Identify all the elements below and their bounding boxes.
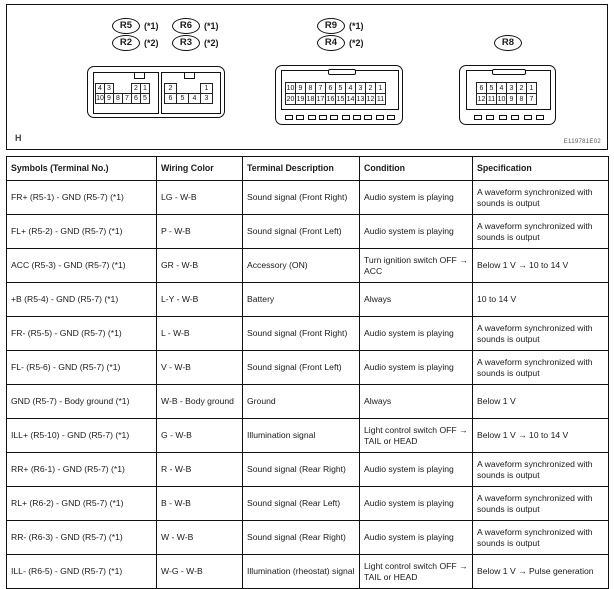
terminal-specification-table	[6, 156, 609, 589]
cell-symbols: +B (R5-4) - GND (R5-7) (*1)	[7, 283, 157, 317]
callout-row	[317, 34, 364, 51]
table-row	[7, 487, 609, 521]
footer-tab	[342, 115, 350, 120]
pin: 13	[355, 93, 366, 105]
footer-tab	[499, 115, 507, 120]
pin: 7	[122, 93, 132, 104]
pin: 4	[496, 82, 507, 94]
pin-row-bottom	[165, 94, 213, 104]
cell-condition: Always	[360, 385, 473, 419]
table-row	[7, 555, 609, 589]
footer-tab	[296, 115, 304, 120]
footer-tab	[511, 115, 519, 120]
cell-specification: A waveform synchronized with sounds is output	[473, 453, 609, 487]
cell-condition: Audio system is playing	[360, 181, 473, 215]
cell-symbols: FL- (R5-6) - GND (R5-7) (*1)	[7, 351, 157, 385]
callout-note: (*1)	[349, 20, 364, 31]
cell-specification: A waveform synchronized with sounds is output	[473, 215, 609, 249]
pin: 2	[516, 82, 527, 94]
connector-tab	[492, 69, 526, 75]
callout-note: (*1)	[204, 20, 219, 31]
cell-symbols: RR- (R6-3) - GND (R5-7) (*1)	[7, 521, 157, 555]
view-direction-marker: H	[15, 133, 22, 143]
callout-note: (*2)	[204, 37, 219, 48]
cell-condition: Audio system is playing	[360, 351, 473, 385]
cell-wiring-color: B - W-B	[157, 487, 243, 521]
column-header-terminal-description: Terminal Description	[243, 157, 360, 181]
pin: 1	[526, 82, 537, 94]
cell-condition: Audio system is playing	[360, 453, 473, 487]
cell-specification: Below 1 V → 10 to 14 V	[473, 419, 609, 453]
pin: 8	[305, 82, 316, 94]
pin: 17	[315, 93, 326, 105]
cell-terminal-description: Illumination signal	[243, 419, 360, 453]
pin-grid-left-b	[165, 84, 213, 104]
connector-diagram-panel	[6, 4, 608, 150]
footer-tab	[308, 115, 316, 120]
pin: 10	[496, 93, 507, 105]
cell-terminal-description: Sound signal (Front Right)	[243, 181, 360, 215]
cell-specification: A waveform synchronized with sounds is output	[473, 351, 609, 385]
table-row	[7, 419, 609, 453]
callout-group-r9-r4	[317, 17, 364, 51]
pin: 2	[131, 83, 141, 94]
pin: 5	[335, 82, 346, 94]
pin: 6	[325, 82, 336, 94]
pin-row-bottom	[96, 94, 150, 104]
pin: 19	[295, 93, 306, 105]
cell-condition: Audio system is playing	[360, 317, 473, 351]
connector-right-body	[466, 70, 551, 110]
cell-symbols: ILL- (R6-5) - GND (R5-7) (*1)	[7, 555, 157, 589]
pin: 20	[285, 93, 296, 105]
pin: 6	[131, 93, 141, 104]
connector-tab	[328, 69, 356, 75]
pin: 4	[345, 82, 356, 94]
footer-tab	[474, 115, 482, 120]
pin-grid-right	[477, 83, 537, 105]
footer-tab	[353, 115, 361, 120]
callout-note: (*2)	[144, 37, 159, 48]
callout-row	[112, 17, 159, 34]
callout-note: (*1)	[144, 20, 159, 31]
cell-specification: A waveform synchronized with sounds is output	[473, 181, 609, 215]
cell-wiring-color: R - W-B	[157, 453, 243, 487]
cell-wiring-color: W-B - Body ground	[157, 385, 243, 419]
footer-tab	[536, 115, 544, 120]
connector-left-block-a	[93, 72, 159, 114]
footer-tab	[376, 115, 384, 120]
connector-label-oval: R5	[112, 18, 140, 34]
callout-note: (*2)	[349, 37, 364, 48]
connector-label-oval: R8	[494, 35, 522, 51]
callout-group-r8	[494, 34, 522, 51]
cell-terminal-description: Battery	[243, 283, 360, 317]
table-row	[7, 521, 609, 555]
column-header-wiring-color: Wiring Color	[157, 157, 243, 181]
pin: 11	[486, 93, 497, 105]
pin: 1	[140, 83, 150, 94]
pin: 18	[305, 93, 316, 105]
table-row	[7, 181, 609, 215]
figure-id-label: E119781E02	[563, 139, 601, 145]
callout-group-r6-r3	[172, 17, 219, 51]
column-header-condition: Condition	[360, 157, 473, 181]
cell-wiring-color: W - W-B	[157, 521, 243, 555]
callout-row	[172, 17, 219, 34]
cell-wiring-color: G - W-B	[157, 419, 243, 453]
connector-left-block-b	[161, 72, 221, 114]
pin: 6	[164, 93, 177, 104]
pin: 7	[526, 93, 537, 105]
connector-label-oval: R6	[172, 18, 200, 34]
pin: 2	[164, 83, 177, 94]
cell-condition: Audio system is playing	[360, 521, 473, 555]
cell-specification: A waveform synchronized with sounds is output	[473, 487, 609, 521]
pin: 5	[486, 82, 497, 94]
column-header-symbols: Symbols (Terminal No.)	[7, 157, 157, 181]
cell-wiring-color: GR - W-B	[157, 249, 243, 283]
callout-row	[317, 17, 364, 34]
connector-middle-body	[281, 70, 399, 110]
cell-wiring-color: L-Y - W-B	[157, 283, 243, 317]
table-row	[7, 283, 609, 317]
connector-footer-tabs	[474, 115, 544, 120]
pin: 10	[285, 82, 296, 94]
pin: 4	[95, 83, 105, 94]
cell-terminal-description: Ground	[243, 385, 360, 419]
cell-symbols: FR- (R5-5) - GND (R5-7) (*1)	[7, 317, 157, 351]
cell-terminal-description: Sound signal (Front Right)	[243, 317, 360, 351]
pin-row-bottom	[286, 94, 386, 105]
cell-specification: A waveform synchronized with sounds is output	[473, 317, 609, 351]
callout-group-r5-r2	[112, 17, 159, 51]
cell-specification: 10 to 14 V	[473, 283, 609, 317]
cell-symbols: RL+ (R6-2) - GND (R5-7) (*1)	[7, 487, 157, 521]
pin-grid-middle	[286, 83, 386, 105]
cell-condition: Turn ignition switch OFF → ACC	[360, 249, 473, 283]
footer-tab	[486, 115, 494, 120]
pin: 3	[104, 83, 114, 94]
pin: 11	[375, 93, 386, 105]
cell-wiring-color: V - W-B	[157, 351, 243, 385]
connector-right-shell	[459, 65, 556, 125]
connector-tab	[134, 72, 145, 79]
footer-tab	[330, 115, 338, 120]
cell-symbols: GND (R5-7) - Body ground (*1)	[7, 385, 157, 419]
pin: 3	[200, 93, 213, 104]
cell-specification: Below 1 V → Pulse generation	[473, 555, 609, 589]
callout-row	[494, 34, 522, 51]
pin: 12	[365, 93, 376, 105]
cell-condition: Audio system is playing	[360, 215, 473, 249]
connector-footer-tabs	[285, 115, 395, 120]
pin: 7	[315, 82, 326, 94]
cell-terminal-description: Sound signal (Rear Left)	[243, 487, 360, 521]
footer-tab	[285, 115, 293, 120]
pin: 9	[295, 82, 306, 94]
table-row	[7, 317, 609, 351]
cell-symbols: FR+ (R5-1) - GND (R5-7) (*1)	[7, 181, 157, 215]
pin: 5	[176, 93, 189, 104]
pin: 15	[335, 93, 346, 105]
pin: 3	[506, 82, 517, 94]
pin: 6	[476, 82, 487, 94]
pin: 12	[476, 93, 487, 105]
cell-specification: Below 1 V	[473, 385, 609, 419]
pin: 1	[375, 82, 386, 94]
cell-wiring-color: L - W-B	[157, 317, 243, 351]
cell-terminal-description: Sound signal (Rear Right)	[243, 521, 360, 555]
footer-tab	[364, 115, 372, 120]
footer-tab	[524, 115, 532, 120]
pin-grid-left-a	[96, 84, 150, 104]
table-row	[7, 453, 609, 487]
callout-row	[112, 34, 159, 51]
cell-terminal-description: Sound signal (Rear Right)	[243, 453, 360, 487]
connector-label-oval: R4	[317, 35, 345, 51]
pin: 10	[96, 95, 104, 102]
pin: 3	[355, 82, 366, 94]
cell-specification: Below 1 V → 10 to 14 V	[473, 249, 609, 283]
connector-middle-shell	[275, 65, 403, 125]
cell-terminal-description: Illumination (rheostat) signal	[243, 555, 360, 589]
footer-tab	[387, 115, 395, 120]
pin: 8	[516, 93, 527, 105]
connector-left-shell	[87, 66, 225, 118]
connector-tab	[184, 72, 195, 79]
table-header-row	[7, 157, 609, 181]
footer-tab	[319, 115, 327, 120]
connector-label-oval: R3	[172, 35, 200, 51]
column-header-specification: Specification	[473, 157, 609, 181]
cell-specification: A waveform synchronized with sounds is output	[473, 521, 609, 555]
pin: 5	[140, 93, 150, 104]
connector-label-oval: R9	[317, 18, 345, 34]
cell-condition: Light control switch OFF → TAIL or HEAD	[360, 555, 473, 589]
pin: 16	[325, 93, 336, 105]
cell-wiring-color: W-G - W-B	[157, 555, 243, 589]
table-row	[7, 215, 609, 249]
cell-symbols: RR+ (R6-1) - GND (R5-7) (*1)	[7, 453, 157, 487]
table-row	[7, 351, 609, 385]
cell-symbols: FL+ (R5-2) - GND (R5-7) (*1)	[7, 215, 157, 249]
pin: 14	[345, 93, 356, 105]
cell-condition: Always	[360, 283, 473, 317]
service-manual-page	[0, 4, 614, 582]
cell-symbols: ACC (R5-3) - GND (R5-7) (*1)	[7, 249, 157, 283]
pin: 1	[200, 83, 213, 94]
cell-wiring-color: P - W-B	[157, 215, 243, 249]
pin-row-bottom	[477, 94, 537, 105]
pin: 9	[506, 93, 517, 105]
pin: 2	[365, 82, 376, 94]
table-row	[7, 249, 609, 283]
pin: 9	[104, 93, 114, 104]
cell-terminal-description: Accessory (ON)	[243, 249, 360, 283]
connector-label-oval: R2	[112, 35, 140, 51]
callout-row	[172, 34, 219, 51]
cell-terminal-description: Sound signal (Front Left)	[243, 351, 360, 385]
pin: 8	[113, 93, 123, 104]
cell-condition: Light control switch OFF → TAIL or HEAD	[360, 419, 473, 453]
cell-symbols: ILL+ (R5-10) - GND (R5-7) (*1)	[7, 419, 157, 453]
cell-terminal-description: Sound signal (Front Left)	[243, 215, 360, 249]
cell-condition: Audio system is playing	[360, 487, 473, 521]
pin: 4	[188, 93, 201, 104]
table-row	[7, 385, 609, 419]
cell-wiring-color: LG - W-B	[157, 181, 243, 215]
